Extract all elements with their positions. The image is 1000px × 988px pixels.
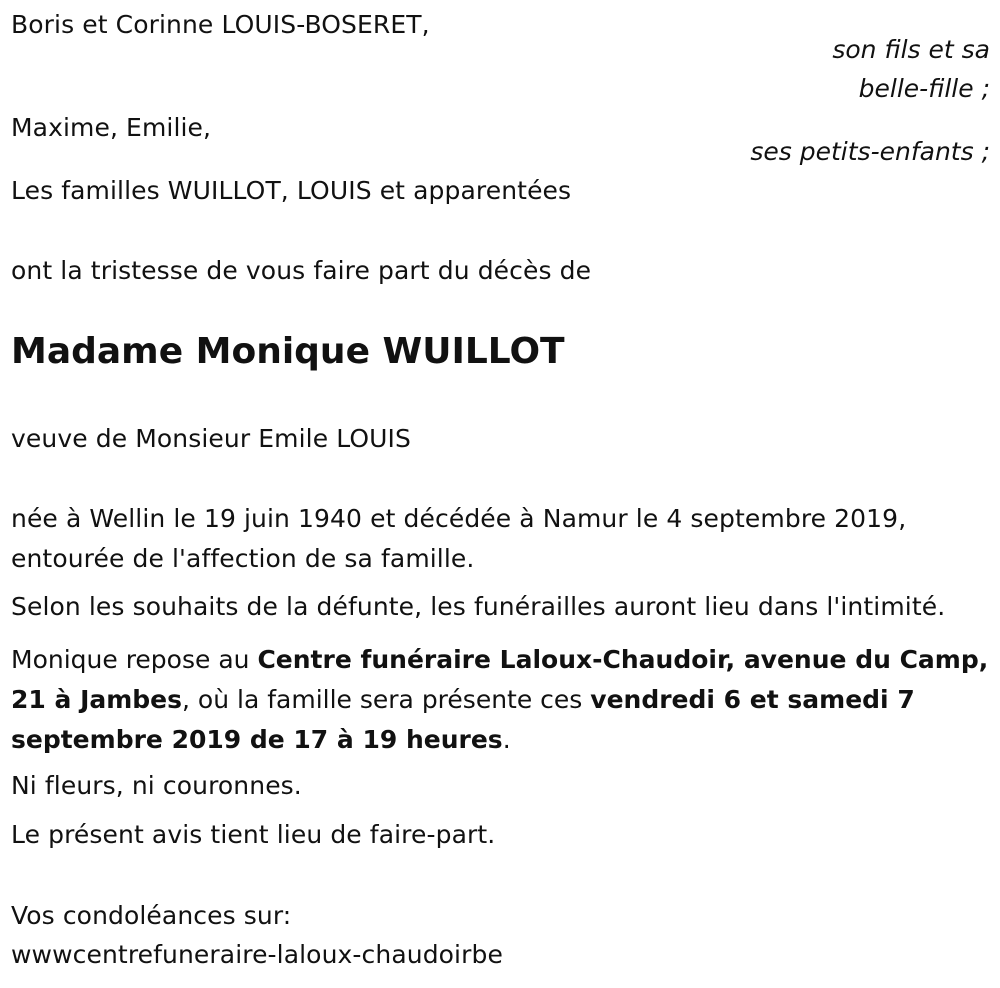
grandchildren-role: ses petits-enfants ;: [750, 137, 990, 166]
grandchildren-names: Maxime, Emilie,: [11, 113, 212, 142]
rest-place: Centre funéraire Laloux-Chaudoir, avenue du Camp, 21 à Jambes: [11, 645, 989, 714]
condolences-url[interactable]: wwwcentrefuneraire-laloux-chaudoirbe: [11, 940, 503, 969]
funeral-wish: Selon les souhaits de la défunte, les funérailles auront lieu dans l'intimité.: [11, 592, 946, 621]
notice: Le présent avis tient lieu de faire-part.: [11, 820, 496, 849]
widow-of: veuve de Monsieur Emile LOUIS: [11, 424, 411, 453]
son-role-line1: son fils et sa: [832, 35, 990, 64]
rest-middle: , où la famille sera présente ces: [182, 685, 591, 714]
condolences-label: Vos condoléances sur:: [11, 901, 292, 930]
announcement: ont la tristesse de vous faire part du décès de: [11, 256, 592, 285]
no-flowers: Ni fleurs, ni couronnes.: [11, 771, 302, 800]
families-line: Les familles WUILLOT, LOUIS et apparentées: [11, 176, 572, 205]
rest-paragraph: [11, 640, 996, 760]
deceased-name: Madame Monique WUILLOT: [11, 331, 565, 372]
rest-suffix: .: [502, 725, 511, 754]
rest-dates: vendredi 6 et samedi 7 septembre 2019 de 17 à 19 heures: [11, 685, 915, 754]
birth-death-line1: née à Wellin le 19 juin 1940 et décédée à Namur le 4 septembre 2019,: [11, 504, 907, 533]
birth-death-line2: entourée de l'affection de sa famille.: [11, 544, 475, 573]
son-role-line2: belle-fille ;: [858, 74, 990, 103]
son-names: Boris et Corinne LOUIS-BOSERET,: [11, 10, 430, 39]
rest-prefix: Monique repose au: [11, 645, 258, 674]
